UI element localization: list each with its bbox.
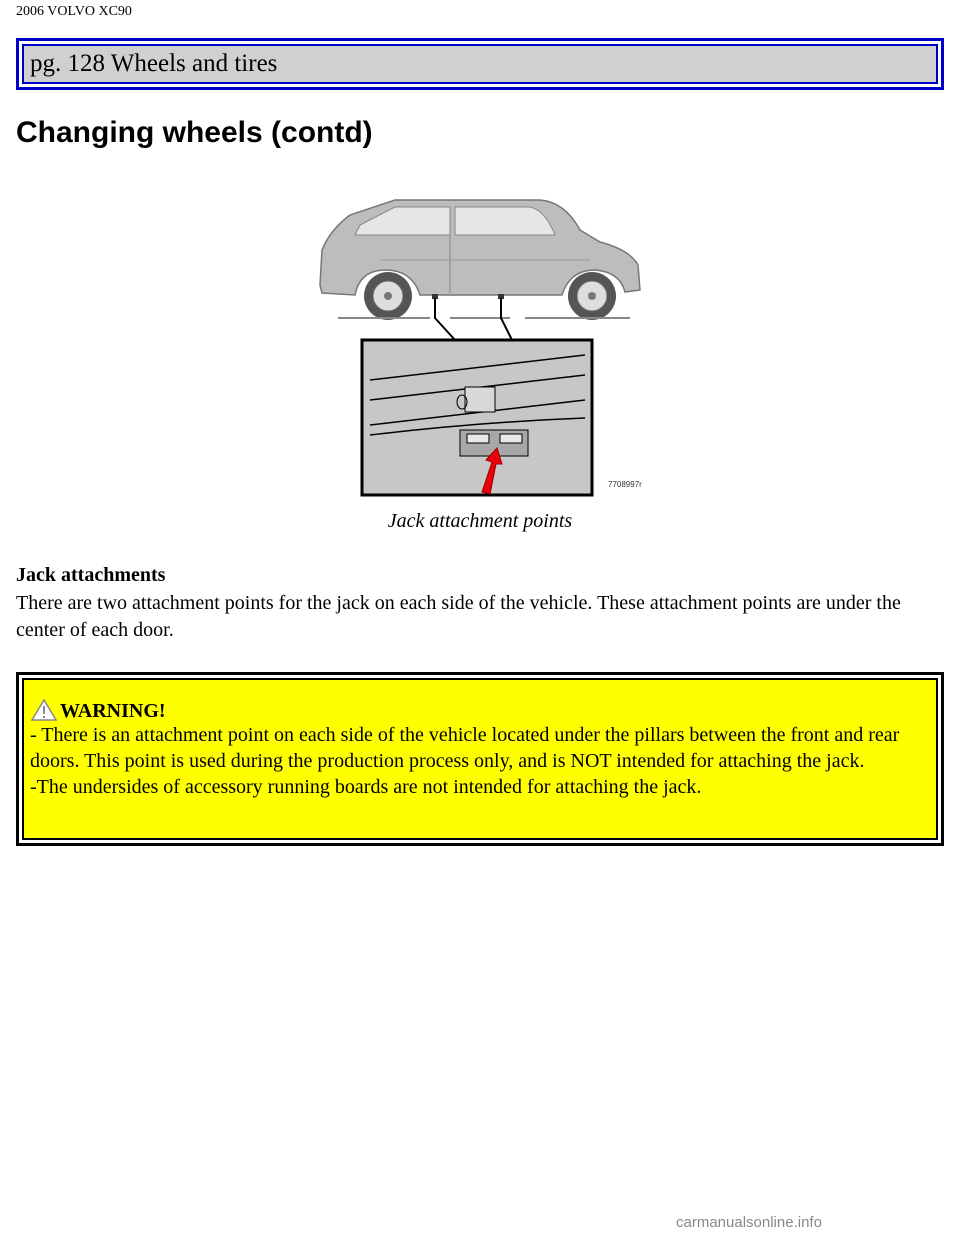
body-paragraph: There are two attachment points for the jack on each side of the vehicle. These attachment points are under the center of each door.: [16, 592, 901, 641]
subheading-jack-attachments: Jack attachments: [16, 564, 166, 586]
figure-code: 7708997r: [608, 480, 642, 489]
warning-line-2: -The undersides of accessory running boards are not intended for attaching the jack.: [30, 776, 702, 798]
car-side-view: [320, 200, 640, 320]
warning-triangle-icon: [30, 698, 58, 722]
warning-title: WARNING!: [60, 700, 166, 722]
jack-attachment-illustration: [300, 190, 650, 500]
watermark: carmanualsonline.info: [676, 1214, 822, 1231]
page-header-text: pg. 128 Wheels and tires: [22, 44, 938, 84]
document-title: 2006 VOLVO XC90: [16, 4, 132, 19]
warning-content: [22, 678, 938, 840]
page-header-bar: [16, 38, 944, 90]
section-title: Changing wheels (contd): [16, 116, 373, 149]
figure-caption: Jack attachment points: [387, 510, 573, 532]
warning-line-1: - There is an attachment point on each side of the vehicle located under the pillars between the front and rear doors. This point is used during the production process only, and is NOT intended for attaching the jack.: [30, 724, 900, 772]
warning-box: [16, 672, 944, 846]
